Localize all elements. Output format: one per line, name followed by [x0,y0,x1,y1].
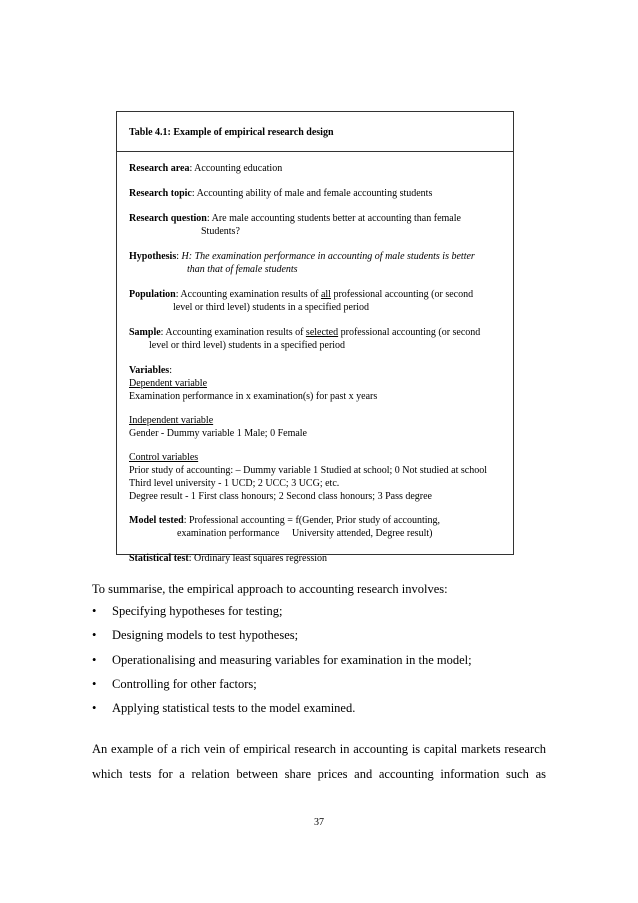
closing-line-1: An example of a rich vein of empirical research in accounting is capital markets research [92,742,546,756]
dependent-variable-text: Examination performance in x examination(s) for past x years [129,391,378,402]
sample-pre: : Accounting examination results of [160,327,306,338]
research-topic-label: Research topic [129,188,192,199]
summary-intro: To summarise, the empirical approach to accounting research involves: [92,582,448,596]
list-item [92,677,472,701]
statistical-test-label: Statistical test [129,553,189,564]
bullet-text: Operationalising and measuring variables for examination in the model; [112,652,472,667]
independent-variable-text: Gender - Dummy variable 1 Male; 0 Female [129,428,307,439]
control-variable-line-1: Prior study of accounting: – Dummy variable 1 Studied at school; 0 Not studied at school [129,465,488,476]
control-variables-heading: Control variables [129,452,199,463]
sample-label: Sample [129,327,161,338]
population-label: Population [129,289,176,300]
model-tested-row [129,514,507,540]
population-row [129,288,507,314]
control-variables-row [129,451,507,503]
closing-line-2: which tests for a relation between share prices and accounting information such as [92,767,546,781]
population-continuation: level or third level) students in a specified period [173,302,370,313]
list-item [92,628,472,652]
sample-row [129,326,507,352]
research-topic-value: : Accounting ability of male and female accounting students [191,188,433,199]
sample-continuation: level or third level) students in a specified period [149,340,346,351]
research-area-value: : Accounting education [189,163,283,174]
model-tested-value: : Professional accounting = f(Gender, Prior study of accounting, [183,515,441,526]
population-post: professional accounting (or second [330,289,474,300]
population-pre: : Accounting examination results of [175,289,321,300]
control-variable-line-2: Third level university - 1 UCD; 2 UCC; 3 UCG; etc. [129,478,340,489]
research-question-continuation: Students? [201,226,240,237]
bullet-icon: • [92,604,97,618]
table-title: Table 4.1: Example of empirical research design [117,112,513,152]
list-item [92,653,472,677]
bullet-icon: • [92,652,97,667]
hypothesis-row [129,250,507,276]
research-question-value: : Are male accounting students better at accounting than female [206,213,461,224]
bullet-text: Controlling for other factors; [112,676,257,691]
closing-paragraph [92,737,546,787]
research-area-row [129,162,507,175]
list-item [92,701,472,725]
statistical-test-row [129,552,507,565]
research-question-label: Research question [129,213,207,224]
sample-emphasis: selected [305,327,339,338]
hypothesis-value: H: The examination performance in accounting of male students is better [181,251,475,262]
bullet-text: Specifying hypotheses for testing; [112,604,283,618]
control-variable-line-3: Degree result - 1 First class honours; 2 Second class honours; 3 Pass degree [129,491,432,502]
independent-variable-row [129,414,507,440]
independent-variable-heading: Independent variable [129,415,214,426]
list-item [92,604,472,628]
model-tested-continuation: examination performance University attended, Degree result) [177,528,433,539]
model-tested-label: Model tested [129,515,184,526]
bullet-icon: • [92,628,97,643]
bullet-icon: • [92,676,97,691]
variables-label: Variables [129,365,170,376]
research-area-label: Research area [129,163,190,174]
bullet-text: Applying statistical tests to the model examined. [112,701,356,716]
population-emphasis: all [320,289,331,300]
summary-bullet-list [92,604,472,725]
bullet-text: Designing models to test hypotheses; [112,628,299,643]
page-number: 37 [314,817,324,828]
hypothesis-label: Hypothesis [129,251,177,262]
hypothesis-colon: : [176,251,182,262]
statistical-test-value: : Ordinary least squares regression [188,553,328,564]
hypothesis-continuation: than that of female students [187,264,298,275]
research-design-table [116,111,514,564]
table-body [117,152,513,565]
research-topic-row [129,187,507,200]
sample-post: professional accounting (or second [338,327,481,338]
variables-colon: : [169,365,172,376]
variables-row [129,364,507,403]
dependent-variable-heading: Dependent variable [129,378,208,389]
bullet-icon: • [92,701,97,716]
research-question-row [129,212,507,238]
